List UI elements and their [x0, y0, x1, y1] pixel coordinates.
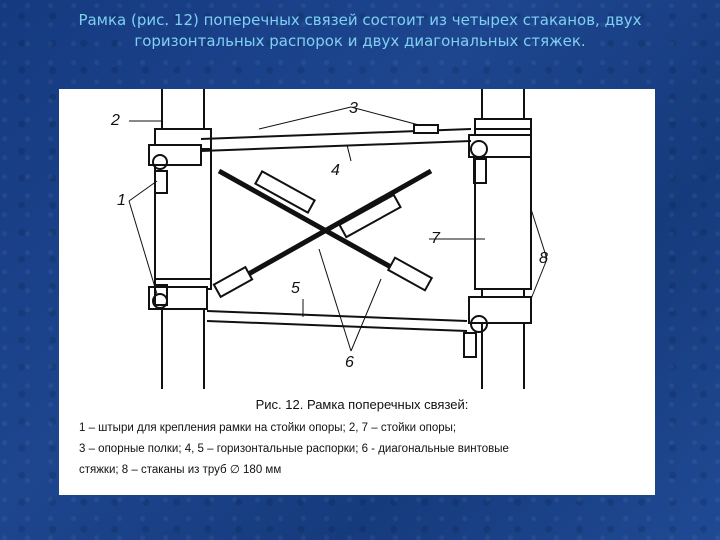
caption-body — [79, 418, 645, 481]
figure-label: 4 — [331, 162, 340, 179]
clamp-top-right — [469, 135, 531, 157]
frame-drawing — [59, 89, 655, 389]
figure-caption — [79, 397, 645, 481]
figure-label: 6 — [345, 354, 354, 371]
caption-line: 3 – опорные полки; 4, 5 – горизонтальные распорки; 6 - диагональные винтовые — [79, 443, 509, 455]
clamp-bottom-right — [469, 297, 531, 323]
figure-label: 2 — [111, 112, 120, 129]
caption-line: стяжки; 8 – стаканы из труб ∅ 180 мм — [79, 464, 282, 476]
caption-title: Рис. 12. Рамка поперечных связей: — [255, 397, 469, 412]
slide-title: Рамка (рис. 12) поперечных связей состоит из четырех стаканов, двух горизонтальных распорок и двух диагональных стяжек. — [78, 11, 642, 50]
figure-label: 3 — [349, 100, 358, 117]
top-strut — [201, 141, 471, 151]
pin — [464, 333, 476, 357]
figure-label: 8 — [539, 250, 548, 267]
figure-label: 1 — [117, 192, 126, 209]
caption-line: 1 – штыри для крепления рамки на стойки опоры; 2, 7 – стойки опоры; — [79, 422, 457, 434]
bottom-strut — [207, 321, 467, 331]
figure-panel — [59, 89, 655, 495]
figure-label: 5 — [291, 280, 300, 297]
bottom-strut — [207, 311, 467, 321]
figure-label: 7 — [431, 230, 440, 247]
